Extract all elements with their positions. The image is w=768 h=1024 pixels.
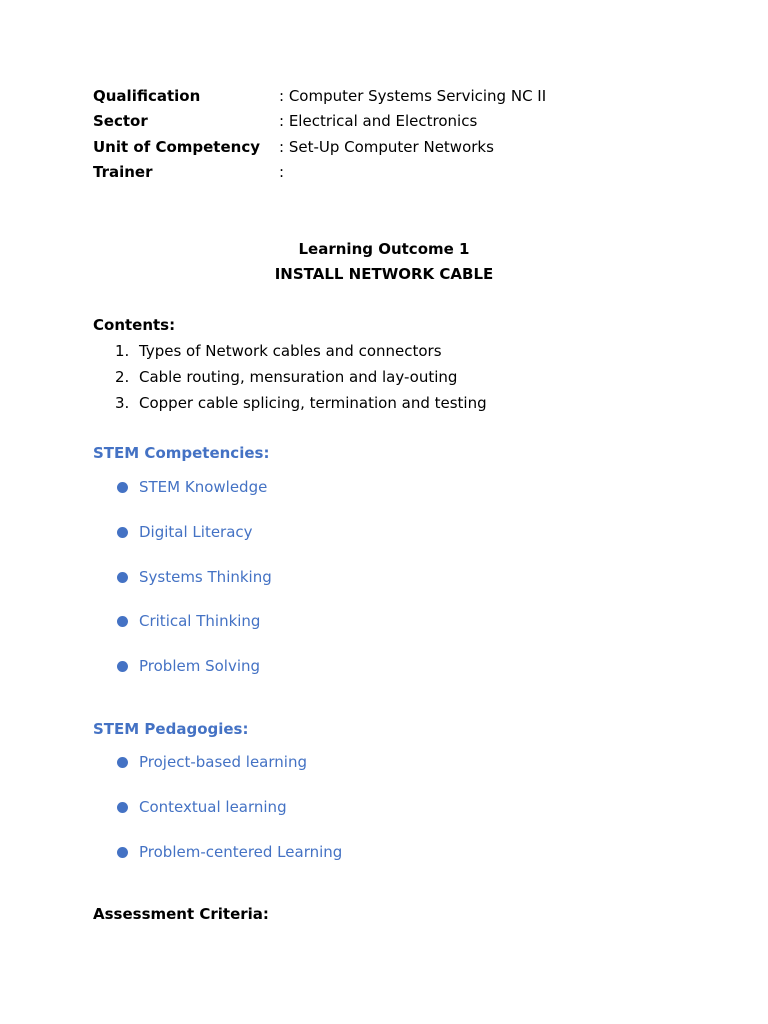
item-text: STEM Knowledge xyxy=(139,478,268,496)
stem-competency-item xyxy=(115,656,260,676)
learning-outcome-title: INSTALL NETWORK CABLE xyxy=(274,265,494,283)
contents-item xyxy=(115,393,487,413)
item-text: Systems Thinking xyxy=(139,568,272,586)
header-row-unit-of-competency xyxy=(93,137,546,162)
header-value: : xyxy=(279,162,285,181)
learning-outcome-number: Learning Outcome 1 xyxy=(298,240,470,258)
bullet-dot-icon xyxy=(117,572,128,583)
header-label: Sector xyxy=(93,112,148,131)
item-text: Problem-centered Learning xyxy=(139,843,343,861)
item-text: Types of Network cables and connectors xyxy=(139,342,442,360)
header-row-trainer xyxy=(93,162,546,187)
item-number: 1. xyxy=(115,342,130,360)
assessment-criteria-heading: Assessment Criteria: xyxy=(93,905,269,923)
contents-heading: Contents: xyxy=(93,316,176,334)
stem-competency-item xyxy=(115,477,267,497)
contents-item xyxy=(115,341,442,361)
item-number: 2. xyxy=(115,368,130,386)
item-text: Copper cable splicing, termination and testing xyxy=(139,394,487,412)
item-text: Cable routing, mensuration and lay-outing xyxy=(139,368,458,386)
item-text: Contextual learning xyxy=(139,798,287,816)
stem-pedagogy-item xyxy=(115,752,307,772)
item-text: Digital Literacy xyxy=(139,523,253,541)
item-text: Problem Solving xyxy=(139,657,261,675)
contents-item xyxy=(115,367,457,387)
stem-pedagogies-heading: STEM Pedagogies: xyxy=(93,720,249,738)
bullet-dot-icon xyxy=(117,802,128,813)
stem-competency-item xyxy=(115,611,260,631)
header-value: : Set-Up Computer Networks xyxy=(279,137,494,156)
header-label: Unit of Competency xyxy=(93,137,260,156)
header-info-table xyxy=(93,86,546,187)
header-value: : Electrical and Electronics xyxy=(279,112,478,131)
stem-competency-item xyxy=(115,567,272,587)
item-text: Critical Thinking xyxy=(139,612,261,630)
bullet-dot-icon xyxy=(117,757,128,768)
bullet-dot-icon xyxy=(117,661,128,672)
stem-competency-item xyxy=(115,522,253,542)
header-label: Trainer xyxy=(93,162,153,181)
bullet-dot-icon xyxy=(117,616,128,627)
header-row-qualification xyxy=(93,86,546,111)
item-text: Project-based learning xyxy=(139,753,307,771)
header-label: Qualification xyxy=(93,87,201,105)
bullet-dot-icon xyxy=(117,847,128,858)
stem-pedagogy-item xyxy=(115,797,287,817)
stem-competencies-heading: STEM Competencies: xyxy=(93,444,270,462)
header-value: : Computer Systems Servicing NC II xyxy=(279,87,547,105)
stem-pedagogy-item xyxy=(115,842,342,862)
bullet-dot-icon xyxy=(117,527,128,538)
header-row-sector xyxy=(93,111,546,136)
bullet-dot-icon xyxy=(117,482,128,493)
item-number: 3. xyxy=(115,394,130,412)
